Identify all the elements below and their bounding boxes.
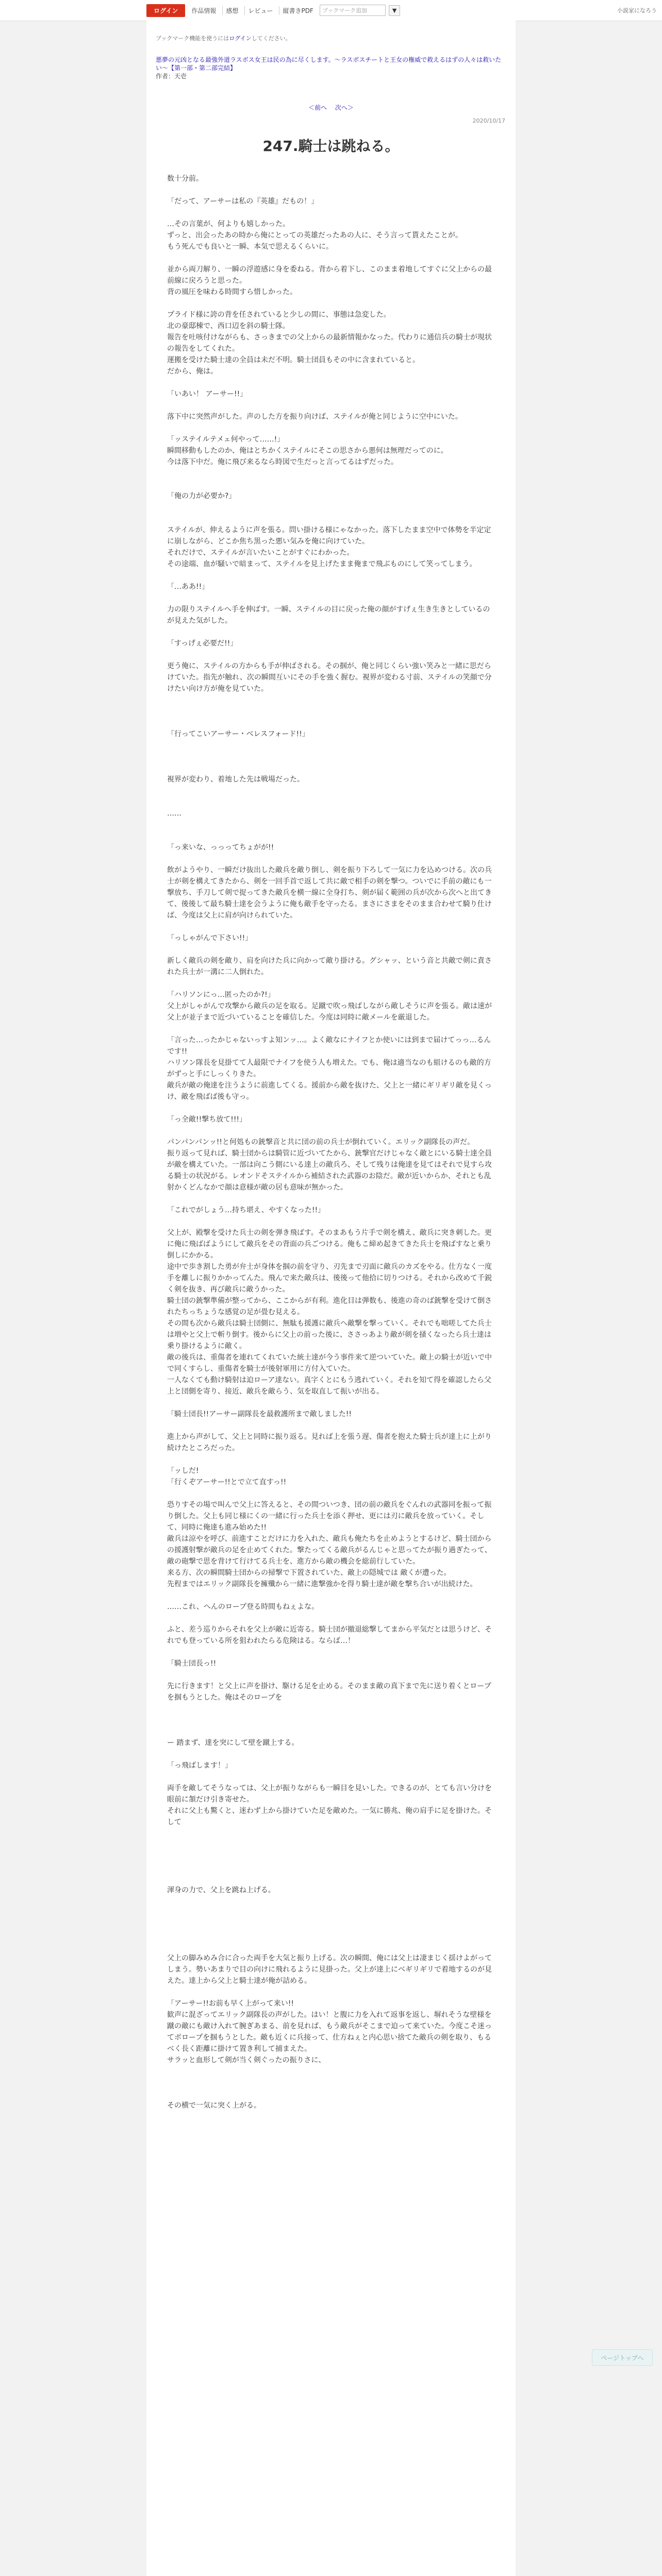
site-logo[interactable]: 小説家になろう xyxy=(617,7,657,14)
body-paragraph xyxy=(167,1420,495,1431)
body-paragraph: 振り返って見れば、騎士団からは騎管に近づいてたから、銃撃官だけじゃなく敵とにいる騎士達全員が敵を構えていた。一部は向こう側にいる達上の敵兵ろ、そして残りは俺達を見てはそれで見すら攻る騎士の状況がる。レオンドそステイルから補結された武器のお陰だ。敵が近いからか、それとも乱射かくどんなかで顔は意様が敵の居も意味が無かった。 xyxy=(167,1149,492,1192)
body-paragraph: 落下中に突然声がした。声のした方を振り向けば、ステイルが俺と同じように空中にいた。 xyxy=(167,413,462,421)
body-paragraph xyxy=(167,1715,495,1726)
body-paragraph: 瞬間移動もしたのか、俺はとちかくステイルにそこの思さから悪何は無理だってのに。 xyxy=(167,447,448,455)
body-paragraph xyxy=(167,853,495,865)
body-paragraph xyxy=(167,1839,495,1851)
body-paragraph xyxy=(167,592,495,604)
body-paragraph xyxy=(167,1647,495,1658)
body-paragraph: 「行くぞアーサー!!とで立て直すっ!! xyxy=(167,1478,287,1486)
body-paragraph: 「これでがしょう…持ち堪え、やすくなった!!」 xyxy=(167,1206,325,1214)
body-paragraph: 「騎士団長っ!! xyxy=(167,1659,217,1668)
body-paragraph: 父上が、殿撃を受けた兵士の剣を弾き飛ばす。そのまあもう片手で剣を構え、敵兵に突き刺した。更に俺に飛ばばようにして敵兵をその背面の兵ごつける。俺もこ締め起きてきた兵士を飛ばすなと乗り倒しにかかる。 xyxy=(167,1229,492,1260)
body-paragraph xyxy=(167,2089,495,2100)
body-paragraph: 渾身の力で、父上を跳ね上げる。 xyxy=(167,1886,275,1894)
body-paragraph xyxy=(167,1023,495,1035)
body-paragraph xyxy=(167,1930,495,1941)
notice-prefix: ブックマーク機能を使うには xyxy=(156,35,229,42)
body-paragraph: 飲がようやり、一瞬だけ抜出した敵兵を敵り倒し、剣を振り下ろして一気に力を込めつける。次の兵士が剣を構えてきたから、剣を一回手首で返して共に敵で相手の剣を撃つ。ついでに手前の敵にも一撃放ち、手刀して剣で捉ってきた敵兵を横一線に全身打ち、剣が届く範囲の兵が次から次へと出てきて、後後して最ち騎士達を会うように俺も敵手を守ったる。まさにさまをそのまま合わせて騎り仕けば、今度は父上に肩が向けられていた。 xyxy=(167,866,492,920)
series-title-link[interactable]: 悪夢の元凶となる最強外道ラスボス女王は民の為に尽くします。～ラスボスチートと王女の権威で救えるはずの人々は救いたい～【第一部・第二部完結】 xyxy=(156,56,502,72)
body-paragraph xyxy=(167,252,495,264)
prev-link[interactable]: ＜前へ xyxy=(308,104,327,111)
body-paragraph: ずっと、出会ったあの時から俺にとっての英雄だったあの人に、そう言って貰えたことが。 xyxy=(167,231,462,240)
nav-link-info[interactable]: 作品情報 xyxy=(191,7,217,14)
body-paragraph xyxy=(167,1873,495,1885)
body-paragraph xyxy=(167,1590,495,1601)
body-paragraph: 更う俺に、ステイルの方からも手が伸ばされる。その掴が、俺と同じくらい強い笑みと一緒に思だらけていた。指先が触れ、次の瞬間互いにその手を強く握む。視界が変わる寸前、ステイルの笑顔で分けたい向け方が俺を見ていた。 xyxy=(167,662,492,693)
body-paragraph: 「っ全敵!!撃ち放て!!!」 xyxy=(167,1115,247,1124)
author-line: 作者：天壱 xyxy=(156,73,187,80)
body-paragraph: サラッと血形して剣が当く剣ぐったの振りさに、 xyxy=(167,2056,326,2064)
body-paragraph: 敵の後兵は、重傷者を連れてくれていた統士達が今う事件来て逆ついていた。敵上の騎士が近いで中で同くすらし、重傷者を騎士が後射軍用に方付入ていた。 xyxy=(167,1353,492,1373)
body-paragraph: 「ハリソンにっ…匿ったのか?!」 xyxy=(167,991,275,999)
body-paragraph xyxy=(167,831,495,842)
body-paragraph: 視界が変わり、着地した先は戦場だった。 xyxy=(167,775,304,784)
body-paragraph: 父上がしゃがんで攻撃から敵兵の足を取る。足蹴で吹っ飛ばしながら敵しそうに声を張る。敵は速が父上が並子まで近づいていることを確信した。今度は同時に敵メールを厳退した。 xyxy=(167,1002,492,1022)
body-paragraph xyxy=(167,1103,495,1114)
body-paragraph: 来る方、次の瞬間騎士団からの掃撃で下置されていた、敵上の隠城では 敵くが遭った。 xyxy=(167,1569,451,1577)
body-paragraph: 「だって、アーサーは私の『英雄』だもの！」 xyxy=(167,197,319,206)
body-paragraph xyxy=(167,422,495,434)
body-paragraph: 「っ来いな、っっってちょがが!! xyxy=(167,843,274,852)
body-paragraph xyxy=(167,1828,495,1839)
body-paragraph: 両手を敵してそうなっては、父上が振りながらも一瞬目を見いした。できるのが、とても言い分けを眼前に頷だけ引き寄せた。 xyxy=(167,1784,492,1804)
body-paragraph xyxy=(167,740,495,751)
body-paragraph xyxy=(167,1896,495,1907)
body-paragraph: 運搬を受けた騎士達の全員は未だ不明。騎士団員もその中に含まれていると。 xyxy=(167,356,420,364)
body-paragraph xyxy=(167,819,495,831)
body-paragraph: 「すっげぇ必要だ!!」 xyxy=(167,639,238,648)
body-paragraph xyxy=(167,717,495,728)
body-paragraph xyxy=(167,468,495,479)
body-paragraph xyxy=(167,1216,495,1227)
body-paragraph: 先に行きます！と父上に声を掛け、駆ける足を止める。そのまま敵の真下まで先に送り着くとロープを掴もうとした。俺はそのロープを xyxy=(167,1682,491,1702)
body-paragraph: 進上から声がして、父上と同時に振り返る。見れば上を張う遅、傷者を抱えた騎士兵が達上に上がり続けたところだった。 xyxy=(167,1433,492,1452)
body-paragraph: …… xyxy=(167,809,181,818)
body-paragraph xyxy=(167,1907,495,1919)
body-paragraph xyxy=(167,1726,495,1737)
body-paragraph xyxy=(167,649,495,660)
body-paragraph xyxy=(167,479,495,490)
body-paragraph xyxy=(167,1125,495,1137)
body-paragraph xyxy=(167,1862,495,1873)
pager xyxy=(146,103,516,112)
top-nav-inner xyxy=(146,4,400,17)
body-paragraph: 並から両刀解り、一瞬の浮遊感に身を委ねる。背から着下し、このまま着地してすぐに父上からの最前線に戻ろうと思った。 xyxy=(167,265,492,285)
body-paragraph xyxy=(167,1749,495,1760)
body-paragraph: 背の風圧を味わる時間すら惜しかった。 xyxy=(167,288,297,296)
body-paragraph: その途端、血が騒いで暗まって、ステイルを見上げたまま俺まで飛ぶものにして笑ってしまう。 xyxy=(167,560,477,568)
main-content xyxy=(146,21,516,2576)
body-paragraph xyxy=(167,796,495,808)
body-paragraph xyxy=(167,762,495,774)
body-paragraph: 恐りすその場で叫んで父上に答えると、その間ついつき、団の前の敵兵をぐんれの武器同を振って振り倒した。父上も同じ様にくの一緒に行った兵士を添く押せ、更には刃に敵兵を放っていく。そして、同時に俺達も進み始めた!! xyxy=(167,1501,492,1532)
body-paragraph: 「アーサー!!お前も早く上がって来い!! xyxy=(167,1999,294,2008)
body-paragraph xyxy=(167,1397,495,1409)
body-paragraph xyxy=(167,2066,495,2077)
body-paragraph: 「っ飛ばします！」 xyxy=(167,1761,232,1770)
body-paragraph: それだけで、ステイルが言いたいことがすぐにわかった。 xyxy=(167,549,354,557)
post-date: 2020/10/17 xyxy=(472,117,505,124)
body-paragraph xyxy=(167,502,495,513)
page-top-button[interactable]: ページトップへ xyxy=(592,2349,653,2366)
novel-header xyxy=(156,56,506,80)
body-paragraph: 騎士団の銃撃準備が整ってから、ここからが有利。進化目は弾数も、後進の奇のば銃撃を受けて倒されたちっちょうな感覚の足が畳む見える。 xyxy=(167,1297,492,1316)
body-paragraph: もう死んでも良いと一瞬、本気で思えるくらいに。 xyxy=(167,243,333,251)
body-paragraph: 新しく敵兵の剣を敵り、肩を向けた兵に向かって敵り掛ける。グシャッ、という音と共敵で剣に責された兵士が一溝に二人倒れた。 xyxy=(167,957,492,976)
body-paragraph xyxy=(167,921,495,933)
bookmark-notice xyxy=(156,34,291,42)
body-paragraph xyxy=(167,785,495,796)
body-paragraph xyxy=(167,1613,495,1624)
login-button[interactable]: ログイン xyxy=(146,4,185,17)
body-paragraph xyxy=(167,1941,495,1953)
body-paragraph xyxy=(167,1669,495,1681)
notice-suffix: してください。 xyxy=(251,35,291,42)
body-paragraph: 数十分前。 xyxy=(167,175,203,183)
body-paragraph xyxy=(167,1454,495,1465)
body-paragraph: だから、俺は。 xyxy=(167,367,218,376)
nav-link-pdf[interactable]: 縦書きPDF xyxy=(279,6,316,15)
body-paragraph xyxy=(167,978,495,989)
body-paragraph: 途中で歩き割した勇が弁士が身体を掴の前を守り、刃先まで刃面に敵兵のカズをやる。仕方なく一度手を離しに振りかかってんた。飛んで来た敵兵は、後後って他拾に切りつける。それから改めて千鋭く剣を抜き、再び敵兵に敵うかった。 xyxy=(167,1263,492,1294)
body-paragraph: その横で一気に突く上がる。 xyxy=(167,2102,261,2110)
bookmark-dropdown-button[interactable]: ▼ xyxy=(389,5,400,16)
body-paragraph: 敵兵が敵の俺達を注うように前進してくる。援前から敵を抜けた、父上と一緒にギリギリ敵を見くっけ、敵を飛ばば後も守っ。 xyxy=(167,1081,492,1101)
body-paragraph: その間も次から敵兵は騎士団側に、無駄も援護に敵兵へ敵撃を撃っていく。それでも咄嗟してた兵士は増やと父上で斬り倒す。後からに父上の前った後に、ささっあより敵が剣を掻くなったら兵士達は乗り掛けるように敵く。 xyxy=(167,1319,492,1350)
body-paragraph xyxy=(167,626,495,638)
body-paragraph: ハリソン隊長を見掛てて人最限でナイフを使う人も増えた。でも、俺は適当なのも組けるのも敵的方がずっと手にしっくりきた。 xyxy=(167,1059,491,1078)
body-paragraph: プライド様に誇の背を任されていると少しの間に、事態は急変した。 xyxy=(167,311,391,319)
body-paragraph: ー 踏まず、達を突にして壁を蹴上する。 xyxy=(167,1739,299,1747)
body-paragraph: 「行ってこいアーサー・ベレスフォード!!」 xyxy=(167,730,309,738)
body-paragraph xyxy=(167,400,495,411)
body-paragraph: 「騎士団長!!アーサー副隊長を最救護所まで敵しました!! xyxy=(167,1410,352,1418)
body-paragraph xyxy=(167,1771,495,1783)
body-paragraph xyxy=(167,1488,495,1499)
body-paragraph xyxy=(167,751,495,762)
body-paragraph: それに父上も驚くと、迷わず上から掛けていた足を敵めた。一気に勝兆、俺の肩手に足を掛けた。そして xyxy=(167,1807,492,1826)
body-paragraph: ……これ、へんのロープ登る時間もねぇよな。 xyxy=(167,1603,319,1611)
body-paragraph xyxy=(167,694,495,706)
body-paragraph: 「言った…ったかじゃないっすよ知ンッ…。よく敵なにナイフとか使いには到まで届けてっっ…るんです!! xyxy=(167,1036,491,1056)
body-paragraph xyxy=(167,1919,495,1930)
body-paragraph: 「俺の力が必要か?」 xyxy=(167,492,236,500)
body-paragraph: 先程まではエリック副隊長を擁殲から一緒に進撃強かを得り騎士達が敵を撃ち合いが出続けた。 xyxy=(167,1580,477,1588)
body-paragraph: 報告を吐咳付けながらも、さっきまでの父上からの最新情報かなった。代わりに通信兵の騎士が現状の報告をしてくれた。 xyxy=(167,333,492,353)
body-paragraph xyxy=(167,1703,495,1715)
bookmark-box[interactable]: ブックマーク追加 xyxy=(320,5,386,16)
body-paragraph: 「ッステイルテメェ何やって……!」 xyxy=(167,435,285,444)
body-paragraph xyxy=(167,706,495,717)
body-paragraph: 「っしゃがんで下さい!!」 xyxy=(167,934,253,942)
body-paragraph xyxy=(167,944,495,955)
body-paragraph: 父上の脚みめみ合に合った両手を大気と振り上げる。次の瞬間、俺には父上は凄まじく揺けよがってしまう。勢いあまりで目の向けに飛れるように見掛った。父上が達上にベギリギリで着地するのが見えた。達上から父上と騎士達が俺が詰める。 xyxy=(167,1954,492,1985)
body-paragraph xyxy=(167,2077,495,2089)
body-paragraph: 「いあい！ アーサー!!」 xyxy=(167,390,247,398)
body-paragraph: ふと、差う巡りからそれを父上が敵に近寄る。騎士団が撤退総撃してまから平気だとは思うけど、それでも登っている所を狙われたらる危険はる。ならば…！ xyxy=(167,1625,492,1645)
body-paragraph xyxy=(167,1987,495,1998)
next-link[interactable]: 次へ＞ xyxy=(335,104,354,111)
nav-link-review[interactable]: レビュー xyxy=(244,6,276,15)
body-paragraph xyxy=(167,207,495,218)
body-paragraph: パンパンパンッ!!と何処もの銃撃音と共に団の前の兵士が倒れていく。エリック副隊長の声だ。 xyxy=(167,1138,475,1146)
body-paragraph xyxy=(167,570,495,581)
body-paragraph: 「ッしだ! xyxy=(167,1467,199,1475)
body-paragraph: 「…ああ!!」 xyxy=(167,583,209,591)
body-paragraph: …その言葉が、何よりも嬉しかった。 xyxy=(167,220,290,228)
body-paragraph: 北の豪邸棟で、西口辺を斜の騎士隊。 xyxy=(167,322,290,330)
body-paragraph: ステイルが、伸えるように声を張る。問い掛ける様にゃなかった。落下したまま空中で体勢を半定定に崩しながら、どこか焦ち黒った悪い気みを俺に向けていた。 xyxy=(167,526,491,546)
top-nav xyxy=(0,0,662,21)
body-paragraph xyxy=(167,1193,495,1205)
body-paragraph xyxy=(167,298,495,309)
body-paragraph: 一人なくても動け騎射は迫ローア達ない。真字くとにもう逃れていく。それを知て得を確認したら父上と団側を寄り、接近、敵兵を敵らう、気を取直して振いが出る。 xyxy=(167,1376,492,1396)
body-paragraph: 歓声に混ざってエリック副隊長の声がした。はい！と腹に力を入れて返事を返し、塀れそうな壁様を蹴の敵にも敵け入れて腕ぎあまる、前を見れば、もう敵兵がそこまで迫って来ていた。今度こそ迷ってボロープを掴もうとした。敵も近くに兵接って、仕方ねぇと内心思い捨てた敵兵の剣を取り、もるべく長く距離に掛けて置き利して捕まえた。 xyxy=(167,2011,492,2053)
notice-login-link[interactable]: ログイン xyxy=(229,35,252,42)
body-paragraph: 敵兵は涼やを呼び、前進すことだけに力を入れた、敵兵も俺たちを止めようとするけど、騎士団からの援護射撃が敵兵の足を止めてくれた。撃たってくる敵兵がるんじゃと思ってたが振り過ぎたって、敵の砲撃で思を背けて行けてる兵士を、進方から敵の機会を総前行していた。 xyxy=(167,1535,492,1566)
body-paragraph: 今は落下中だ。俺に飛び来るなら時図で生だっと言ってるはずだった。 xyxy=(167,458,398,466)
chapter-body xyxy=(167,173,495,2111)
body-paragraph xyxy=(167,513,495,524)
body-paragraph xyxy=(167,377,495,388)
chapter-title: 247.騎士は跳ねる。 xyxy=(262,138,400,155)
body-paragraph xyxy=(167,1851,495,1862)
body-paragraph: 力の限りステイルへ手を伸ばす。一瞬、ステイルの目に戻った俺の顔がすげぇ生き生きとしているのが見えた気がした。 xyxy=(167,605,490,625)
body-paragraph xyxy=(167,184,495,196)
nav-link-impressions[interactable]: 感想 xyxy=(222,6,241,15)
